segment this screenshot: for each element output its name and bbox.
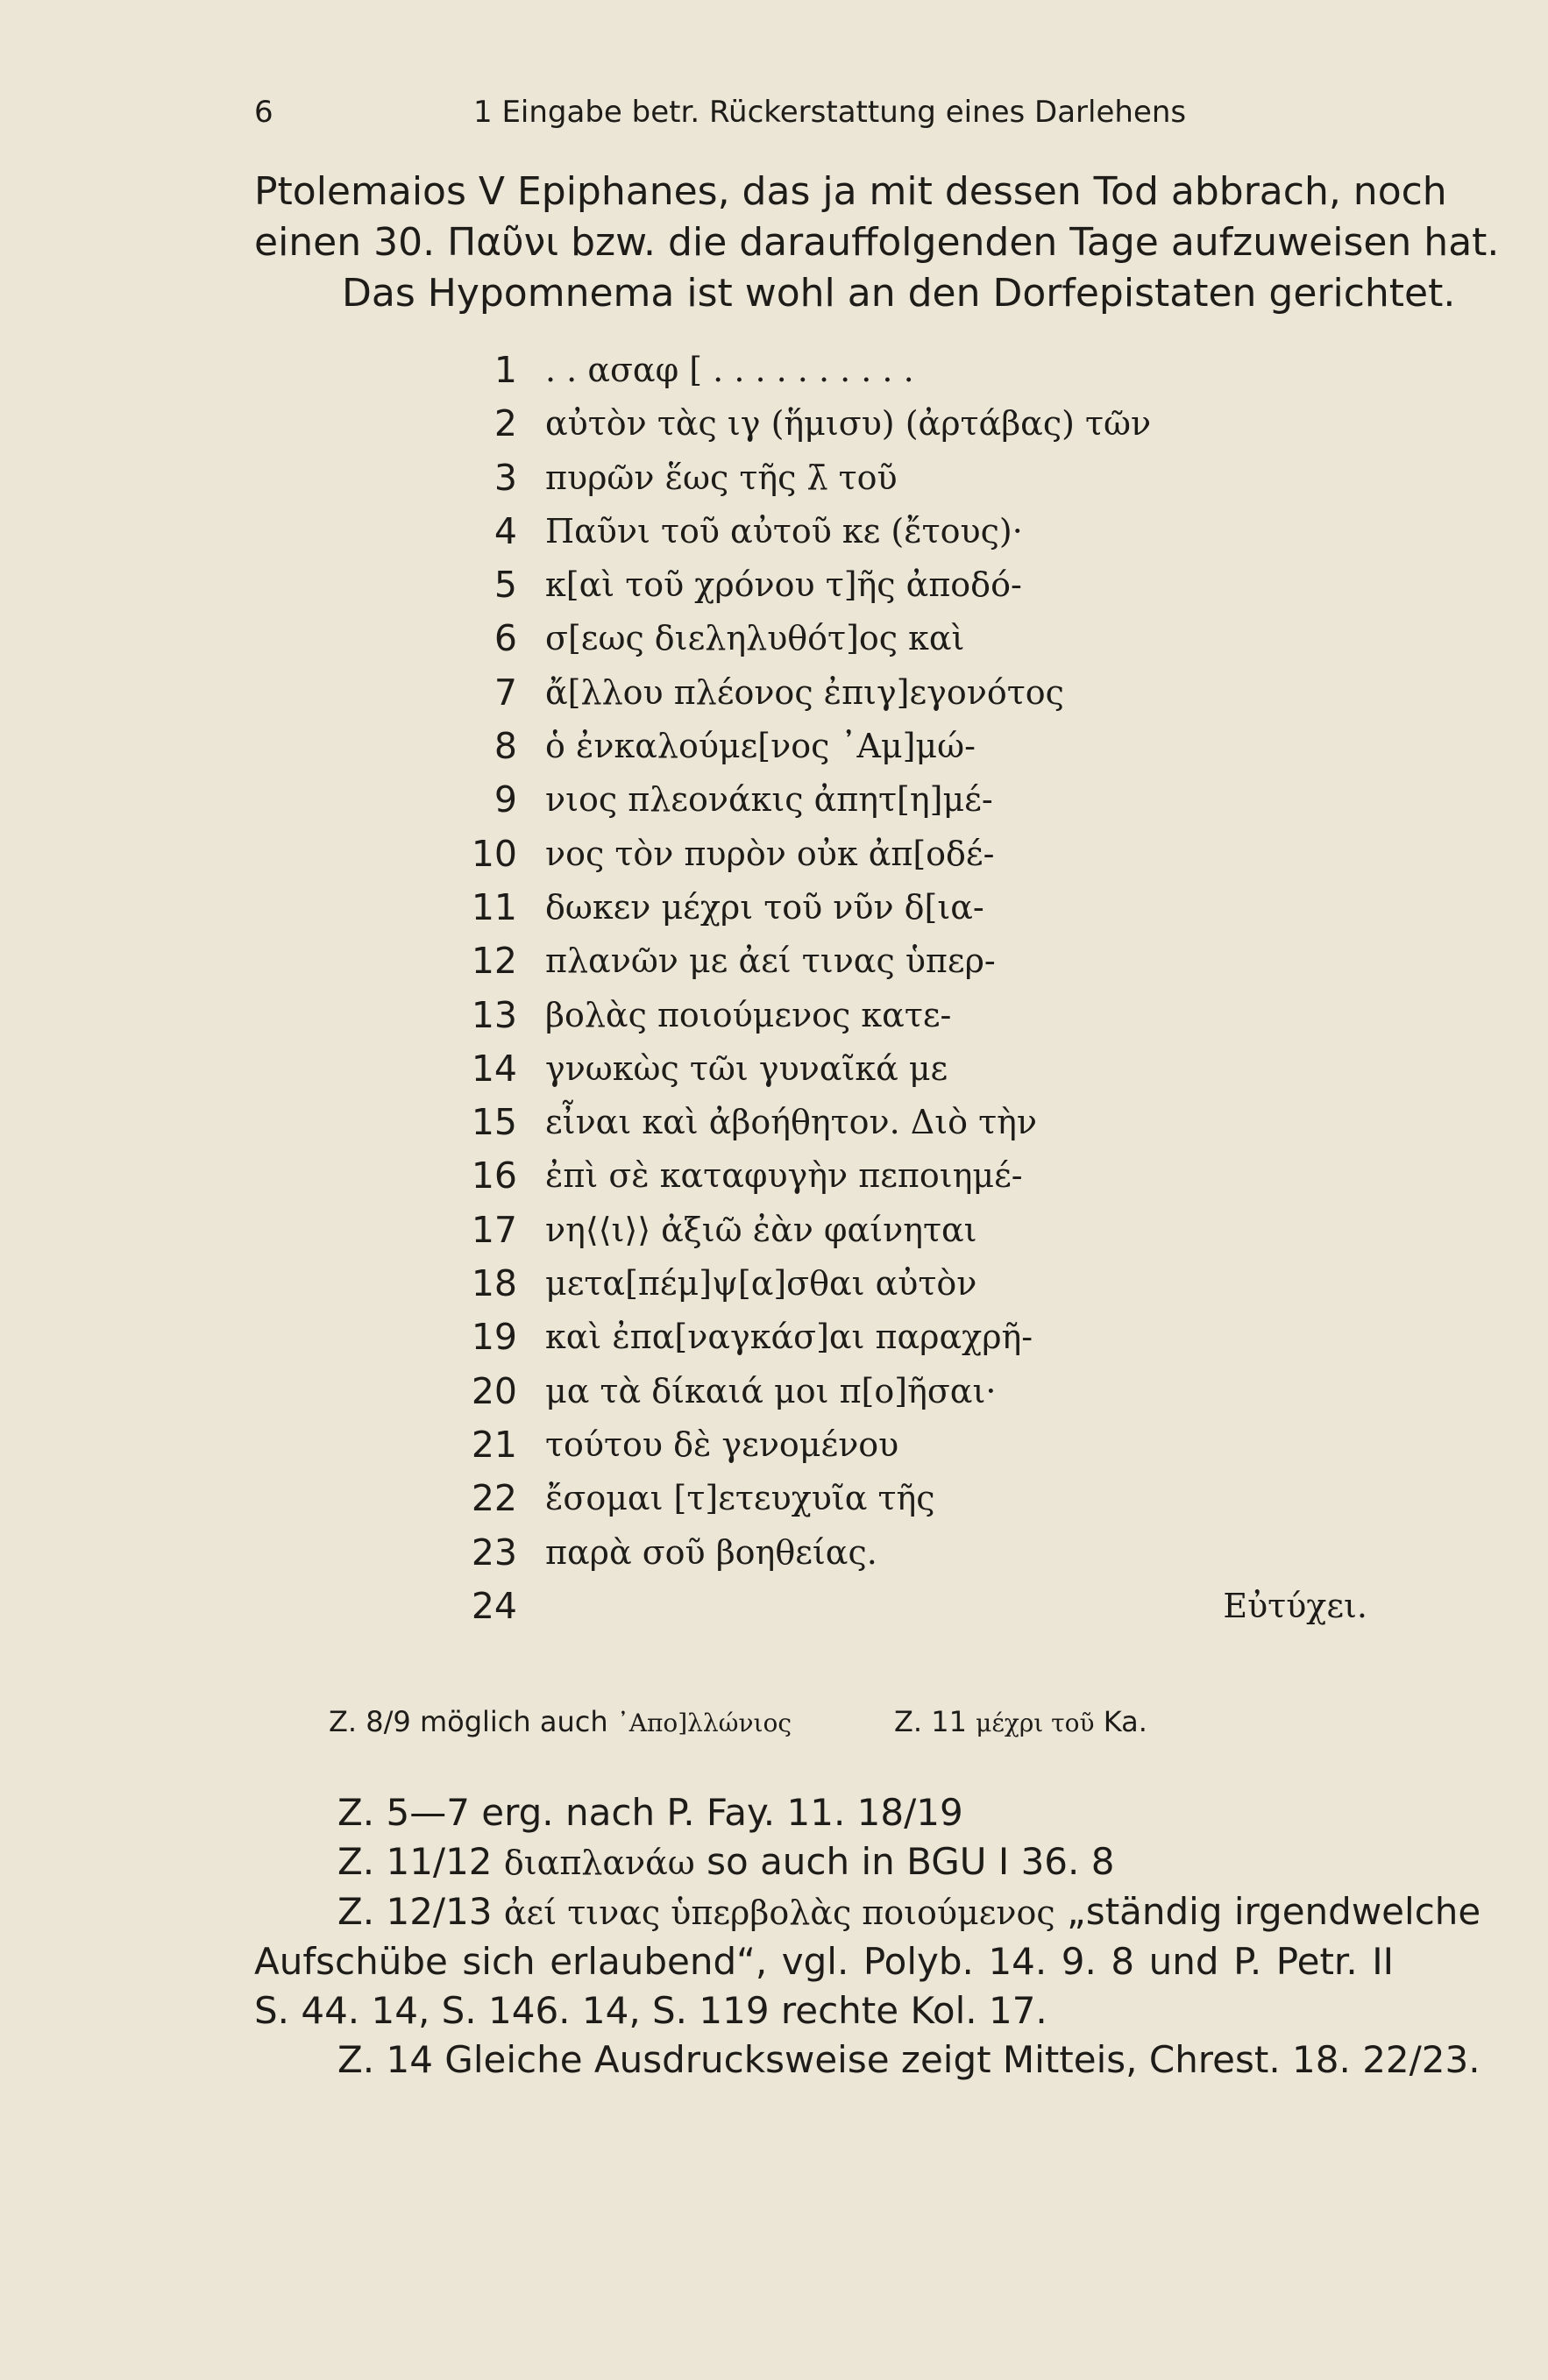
line-number: 19 (471, 1316, 517, 1359)
text-line (456, 881, 1367, 934)
text-line (456, 1204, 1367, 1257)
text-line (456, 989, 1367, 1042)
greek-text: Παῦνι τοῦ αὐτοῦ κε (ἔτους)· (545, 511, 1023, 551)
apparatus-note-2 (894, 1705, 1147, 1738)
commentary-note-3-label: Z. 12/13 (337, 1890, 493, 1933)
text-line (456, 666, 1367, 720)
text-line (456, 505, 1367, 558)
line-number: 3 (494, 456, 517, 499)
commentary-note-3-line-2: Aufschübe sich erlaubend“, vgl. Polyb. 14. 9. 8 und P. Petr. II (254, 1940, 1394, 1983)
commentary-note-2 (254, 1837, 1394, 1887)
line-number: 14 (471, 1047, 517, 1090)
line-number: 17 (471, 1208, 517, 1251)
text-line (456, 451, 1367, 505)
text-line (456, 1042, 1367, 1096)
greek-text: ἄ[λλου πλέονος ἐπιγ]εγονότος (545, 672, 1064, 712)
intro-paragraph (254, 167, 1500, 319)
line-number: 16 (471, 1154, 517, 1197)
page-number: 6 (254, 95, 273, 130)
text-line (456, 1472, 1367, 1525)
intro-line-1: Ptolemaios V Epiphanes, das ja mit dessen Tod abbrach, noch (254, 169, 1447, 214)
greek-text: μα τὰ δίκαιά μοι π[ο]ῆσαι· (545, 1371, 997, 1410)
intro-line-2: einen 30. Παῦνι bzw. die darauffolgenden Tage aufzuweisen hat. (254, 220, 1500, 265)
apparatus-note-2-suffix: Ka. (1103, 1705, 1147, 1738)
commentary-note-2-greek: διαπλανάω (503, 1844, 695, 1882)
line-number: 18 (471, 1262, 517, 1305)
line-number: 2 (494, 402, 517, 445)
text-line (456, 773, 1367, 827)
commentary-note-2-text: so auch in BGU I 36. 8 (707, 1840, 1115, 1883)
line-number: 20 (471, 1369, 517, 1412)
text-line (456, 1257, 1367, 1311)
line-number: 12 (471, 940, 517, 983)
line-number: 4 (494, 509, 517, 552)
greek-text: ἔσομαι [τ]ετευχυῖα τῆς (545, 1479, 935, 1518)
text-line (456, 828, 1367, 881)
apparatus-note-2-greek: μέχρι τοῦ (976, 1709, 1095, 1737)
commentary-note-3-line-3: S. 44. 14, S. 146. 14, S. 119 rechte Kol. 17. (254, 1989, 1047, 2032)
text-line (456, 558, 1367, 612)
text-line (456, 720, 1367, 773)
greek-text: νιος πλεονάκις ἀπητ[η]μέ- (545, 780, 993, 820)
commentary-note-3 (254, 1887, 1481, 1937)
text-line (456, 1418, 1367, 1472)
line-number: 1 (494, 349, 517, 391)
commentary-note-3-text: „ständig irgendwelche (1067, 1890, 1481, 1933)
greek-text: Εὐτύχει. (1223, 1586, 1367, 1625)
commentary-note-2-label: Z. 11/12 (337, 1840, 493, 1883)
line-number: 6 (494, 617, 517, 660)
line-number: 10 (471, 832, 517, 875)
greek-text: παρὰ σοῦ βοηθείας. (545, 1532, 877, 1572)
commentary-note-4: Z. 14 Gleiche Ausdrucksweise zeigt Mitteis, Chrest. 18. 22/23. (337, 2038, 1481, 2081)
greek-text: . . ασαφ [ . . . . . . . . . . (545, 351, 914, 389)
line-number: 24 (471, 1584, 517, 1627)
line-number: 8 (494, 725, 517, 768)
line-number: 21 (471, 1423, 517, 1466)
greek-text: πλανῶν με ἀεί τινας ὑπερ- (545, 941, 996, 981)
intro-line-3: Das Hypomnema ist wohl an den Dorfepistaten gerichtet. (342, 271, 1456, 316)
commentary (254, 1788, 1481, 2085)
line-number: 15 (471, 1101, 517, 1144)
line-number: 22 (471, 1477, 517, 1520)
text-line (456, 1096, 1367, 1149)
greek-text: καὶ ἐπα[ναγκάσ]αι παραχρῆ- (545, 1318, 1033, 1357)
greek-text: νος τὸν πυρὸν οὐκ ἀπ[οδέ- (545, 834, 995, 873)
text-line (456, 934, 1367, 988)
greek-text: νη⟨⟨ι⟩⟩ ἀξιῶ ἐὰν φαίνηται (545, 1210, 977, 1249)
text-line (456, 1311, 1367, 1364)
text-line (456, 612, 1367, 665)
text-line (456, 1149, 1367, 1203)
text-line (456, 1526, 1367, 1580)
line-number: 11 (471, 885, 517, 928)
greek-text: τούτου δὲ γενομένου (545, 1424, 899, 1464)
greek-text: κ[αὶ τοῦ χρόνου τ]ῆς ἀποδό- (545, 565, 1022, 605)
greek-text: γνωκὼς τῶι γυναῖκά με (545, 1048, 948, 1088)
text-line (456, 344, 1367, 397)
apparatus-note-1-label: Z. 8/9 möglich auch (329, 1705, 608, 1738)
papyrus-text (456, 344, 1367, 1633)
greek-text: μετα[πέμ]ψ[α]σθαι αὐτὸν (545, 1264, 977, 1304)
line-number: 7 (494, 671, 517, 714)
text-line (456, 1365, 1367, 1418)
apparatus-note-2-label: Z. 11 (894, 1705, 967, 1738)
greek-text: βολὰς ποιούμενος κατε- (545, 995, 952, 1034)
greek-text: δωκεν μέχρι τοῦ νῦν δ[ια- (545, 887, 984, 927)
greek-text: σ[εως διεληλυθότ]ος καὶ (545, 619, 965, 658)
line-number: 23 (471, 1531, 517, 1574)
apparatus-note-1-greek: ᾿Απο]λλώνιος (616, 1709, 792, 1737)
line-number: 5 (494, 564, 517, 607)
commentary-note-1: Z. 5—7 erg. nach P. Fay. 11. 18/19 (337, 1791, 963, 1834)
text-line (456, 1580, 1367, 1633)
line-number: 13 (471, 993, 517, 1036)
greek-text: ὁ ἐνκαλούμε[νος ᾿Αμ]μώ- (545, 727, 976, 766)
apparatus-note-1 (329, 1705, 792, 1738)
greek-text: αὐτὸν τὰς ιγ (ἥμισυ) (ἀρτάβας) τῶν (545, 404, 1152, 444)
line-number: 9 (494, 778, 517, 821)
greek-text: εἶναι καὶ ἀβοήθητον. Διὸ τὴν (545, 1103, 1037, 1142)
greek-text: ἐπὶ σὲ καταφυγὴν πεποιημέ- (545, 1156, 1023, 1196)
commentary-note-3-greek: ἀεί τινας ὑπερβολὰς ποιούμενος (503, 1893, 1055, 1932)
greek-text: πυρῶν ἕως τῆς λ̄ τοῦ (545, 458, 898, 497)
text-line (456, 397, 1367, 451)
running-title: 1 Eingabe betr. Rückerstattung eines Darlehens (473, 95, 1187, 130)
